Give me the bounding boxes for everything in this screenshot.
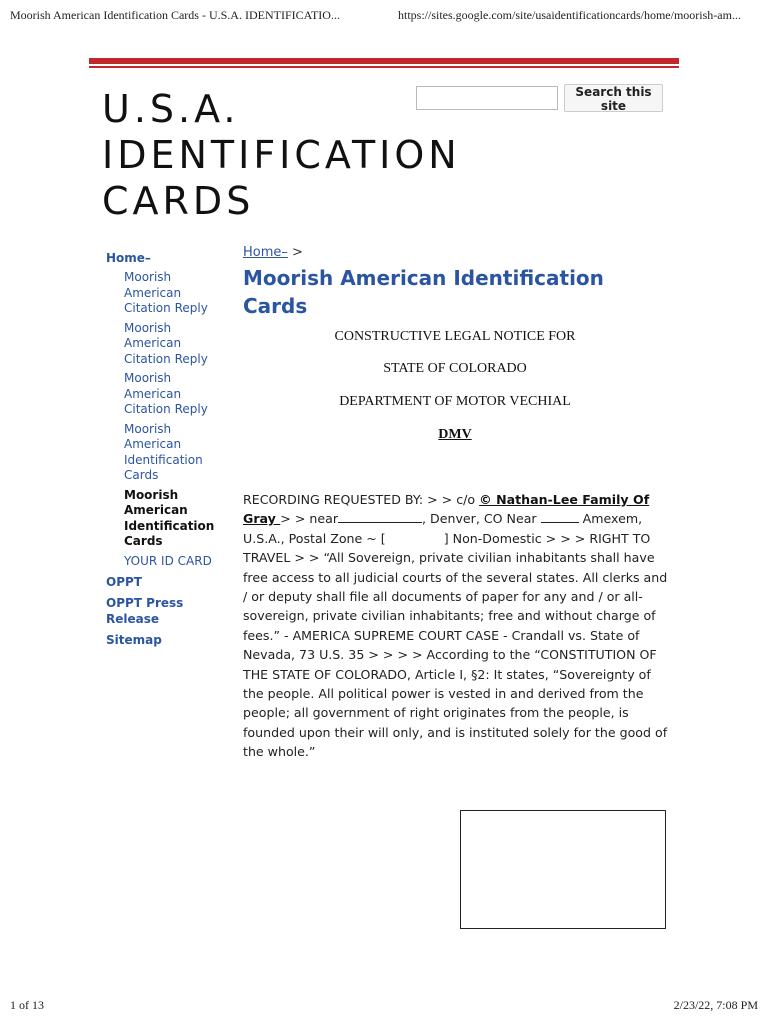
breadcrumb-separator: >	[292, 245, 303, 260]
sidebar-item-your-id-card[interactable]: YOUR ID CARD	[124, 553, 212, 568]
notice-line: DEPARTMENT OF MOTOR VECHIAL	[339, 394, 571, 409]
site-title-line: CARDS	[102, 179, 255, 223]
print-header	[10, 8, 758, 28]
sidebar-nav	[106, 250, 230, 648]
breadcrumb	[243, 245, 303, 260]
body-text-segment: ] Non-Domestic > > > RIGHT TO TRAVEL > > “All Sovereign, private civilian inhabitants shall have free access to all judicial courts of the several states. All clerks and / or deputy shall file all documents of paper for any and / or all-sovereign, private civilian inhabitants; free and without charge of fees.” - AMERICA SUPREME COURT CASE - Crandall vs. State of Nevada, 73 U.S. 35 > > > > According to the “CONSTITUTION OF THE STATE OF COLORADO, Article I, §2: It states, “Sovereignty of the people. All political power is vested in and derived from the people; all government of right originates from the people, is founded upon their will only, and is instituted solely for the good of the whole.”	[243, 530, 668, 760]
sidebar-item-home[interactable]: Home–	[106, 251, 151, 265]
site-title-line: IDENTIFICATION	[102, 133, 461, 177]
print-footer-datetime: 2/23/22, 7:08 PM	[673, 998, 758, 1012]
notice-line: STATE OF COLORADO	[383, 361, 527, 376]
blank-line	[338, 510, 422, 523]
family-link[interactable]: © Nathan-Lee Family Of Gray	[243, 492, 650, 527]
notice-dmv-heading	[243, 427, 667, 443]
breadcrumb-home-link[interactable]: Home–	[243, 245, 288, 260]
sidebar-item-oppt[interactable]: OPPT	[106, 575, 142, 589]
notice-dmv-text: DMV	[438, 427, 472, 442]
body-paragraph	[243, 490, 669, 762]
body-text-segment: RECORDING REQUESTED BY: > > c/o	[243, 492, 480, 507]
notice-line: CONSTRUCTIVE LEGAL NOTICE FOR	[334, 329, 576, 344]
search-button[interactable]: Search this site	[564, 84, 663, 112]
print-header-url: https://sites.google.com/site/usaidentificationcards/home/moorish-am...	[398, 8, 741, 22]
sidebar-item-current-page: Moorish American Identification Cards	[124, 487, 215, 548]
sidebar-item-citation-reply-3[interactable]: Moorish American Citation Reply	[124, 371, 208, 416]
top-accent-bar-thin	[89, 66, 679, 68]
body-text-segment: , Denver, CO Near	[422, 511, 541, 527]
sidebar-item-citation-reply-2[interactable]: Moorish American Citation Reply	[124, 320, 208, 366]
body-text-segment: Amexem, U.S.A., Postal Zone ~ [	[243, 511, 643, 546]
print-footer-page: 1 of 13	[10, 998, 44, 1012]
search-input[interactable]	[416, 86, 558, 110]
page-title: Moorish American Identification Cards	[243, 266, 604, 318]
print-footer	[10, 998, 758, 1016]
sidebar-item-identification-cards[interactable]: Moorish American Identification Cards	[124, 421, 203, 482]
sidebar-item-sitemap[interactable]: Sitemap	[106, 633, 162, 647]
site-title	[102, 86, 461, 224]
embed-placeholder-box	[460, 810, 666, 929]
site-title-line: U.S.A.	[102, 87, 240, 131]
body-text-segment: > > near	[280, 511, 339, 527]
print-header-title: Moorish American Identification Cards - U.S.A. IDENTIFICATIO...	[10, 8, 340, 22]
sidebar-item-citation-reply-1[interactable]: Moorish American Citation Reply	[124, 270, 208, 315]
blank-line	[541, 510, 579, 523]
sidebar-item-oppt-press-release[interactable]: OPPT Press Release	[106, 596, 184, 626]
top-accent-bar	[89, 58, 679, 68]
